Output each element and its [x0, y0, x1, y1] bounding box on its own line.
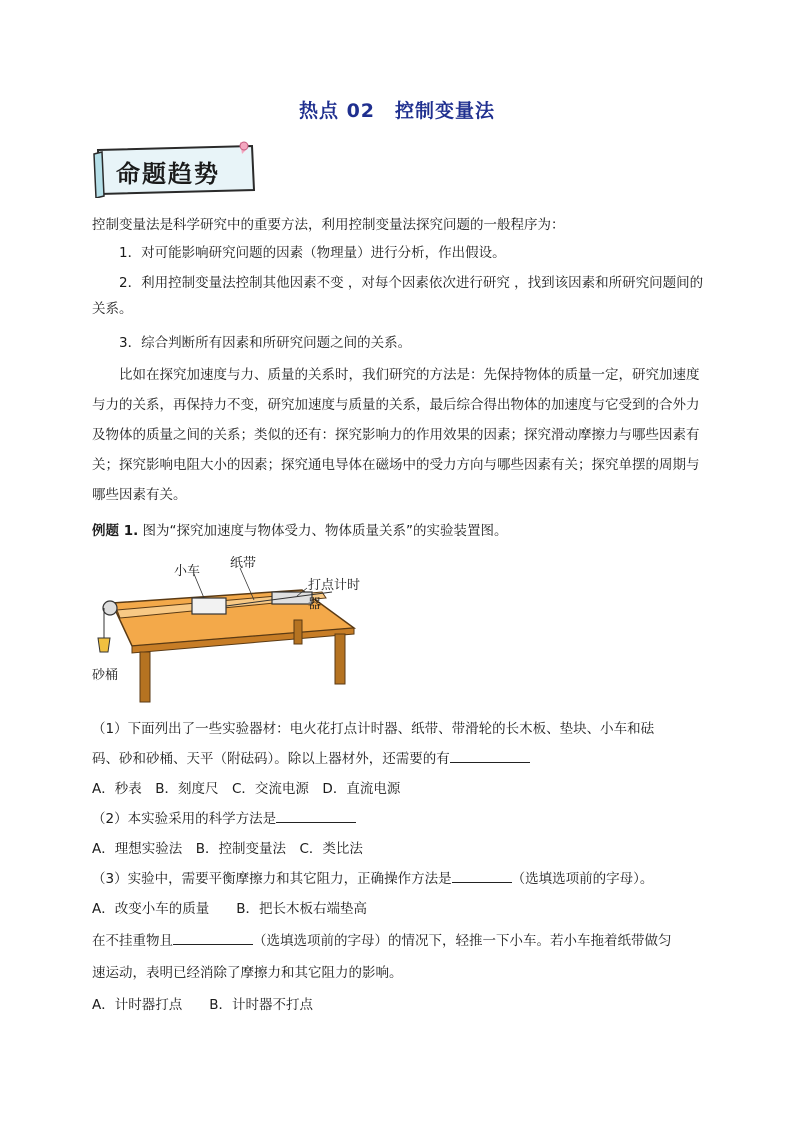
example-1-heading: [92, 520, 508, 542]
q3-text-d: 速运动，表明已经消除了摩擦力和其它阻力的影响。: [92, 965, 403, 981]
label-cart: 小车: [174, 564, 201, 579]
q3-text-a: （3）实验中，需要平衡摩擦力和其它阻力，正确操作方法是: [92, 871, 452, 887]
step-3: 3．综合判断所有因素和所研究问题之间的关系。: [119, 335, 412, 351]
step-2: 2．利用控制变量法控制其他因素不变 ，对每个因素依次进行研究 ，找到该因素和所研究问题间的关系。: [92, 275, 704, 317]
q3-options-2: A．计时器打点 B．计时器不打点: [92, 997, 313, 1013]
page-title: 热点 02 控制变量法: [298, 100, 496, 122]
q2-options: A．理想实验法 B．控制变量法 C．类比法: [92, 841, 363, 857]
example-paragraph: 比如在探究加速度与力、质量的关系时，我们研究的方法是：先保持物体的质量一定，研究加速度与力的关系，再保持力不变，研究加速度与质量的关系，最后综合得出物体的加速度与它受到的合外力及物体的质量之间的关系；类似的还有：探究影响力的作用效果的因素；探究滑动摩擦力与哪些因素有关；探究影响电阻大小的因素；探究通电导体在磁场中的受力方向与哪些因素有关；探究单摆的周期与哪些因素有关。: [92, 367, 700, 503]
step-1: 1．对可能影响研究问题的因素（物理量）进行分析，作出假设。: [119, 245, 506, 261]
example-text: 图为“探究加速度与物体受力、物体质量关系”的实验装置图。: [142, 523, 508, 539]
q3-answer-blank-2[interactable]: [173, 930, 253, 945]
q3-text-b: （选填选项前的字母）。: [511, 871, 654, 887]
q3-options: A．改变小车的质量 B．把长木板右端垫高: [92, 901, 367, 917]
q1-answer-blank[interactable]: [450, 748, 530, 763]
q2-line: [92, 808, 356, 830]
q2-text: （2）本实验采用的科学方法是: [92, 811, 277, 827]
label-bucket: 砂桶: [92, 668, 119, 683]
label-tape: 纸带: [230, 556, 257, 571]
apparatus-figure: [92, 548, 362, 708]
q3-answer-blank[interactable]: [452, 868, 512, 883]
q1-options: A．秒表 B．刻度尺 C．交流电源 D．直流电源: [92, 781, 401, 797]
banner-text: 命题趋势: [116, 159, 220, 188]
q3-line: [92, 868, 653, 890]
apparatus-diagram: [92, 548, 362, 708]
intro-lead: 控制变量法是科学研究中的重要方法，利用控制变量法探究问题的一般程序为：: [92, 217, 565, 233]
example-label: 例题 1.: [92, 523, 139, 539]
q1-line2: [92, 748, 530, 770]
section-banner: [92, 140, 262, 198]
q1-line2-text: 码、砂和砂桶、天平（附砝码）。除以上器材外，还需要的有: [92, 751, 450, 767]
q1-line1: （1）下面列出了一些实验器材：电火花打点计时器、纸带、带滑轮的长木板、垫块、小车和砝: [92, 721, 655, 737]
q3-cont-line: [92, 930, 672, 952]
q3-text-c2: （选填选项前的字母）的情况下，轻推一下小车。若小车拖着纸带做匀: [253, 933, 672, 949]
label-timer: 打点计时器: [308, 578, 361, 612]
q2-answer-blank[interactable]: [276, 808, 356, 823]
q3-text-c1: 在不挂重物且: [92, 933, 173, 949]
